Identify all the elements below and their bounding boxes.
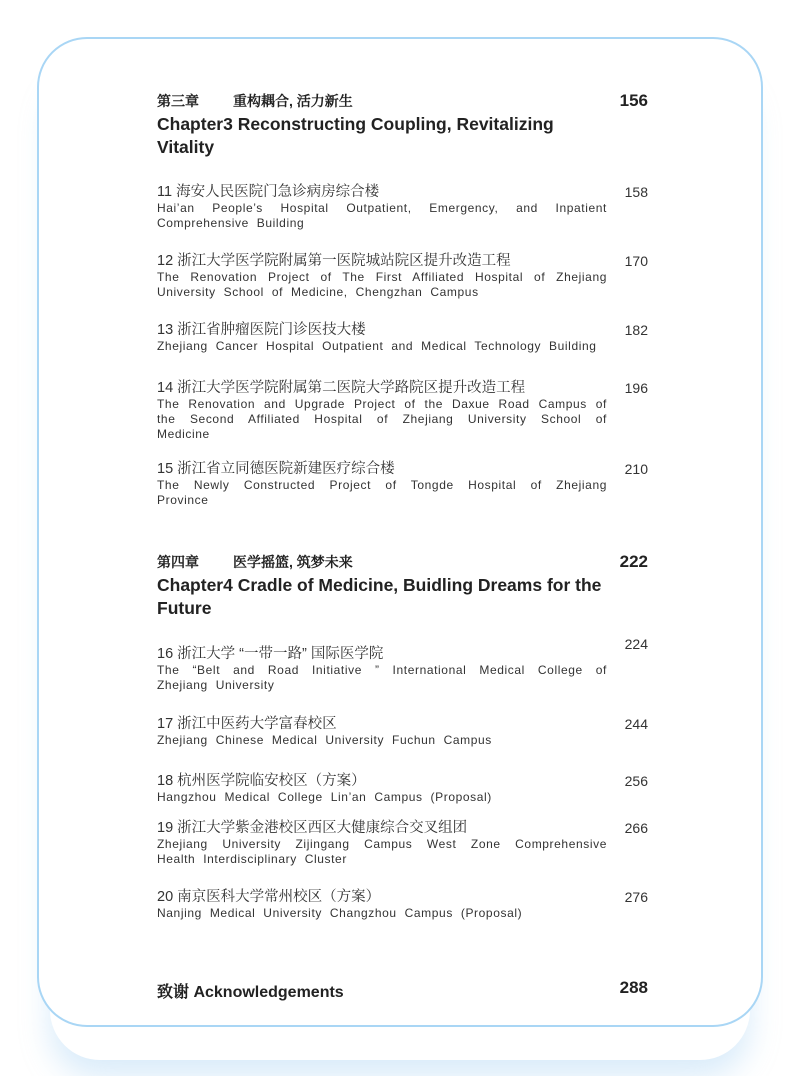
chapter-label: 第四章 xyxy=(157,554,199,570)
entry-cn: 19 浙江大学紫金港校区西区大健康综合交叉组团 xyxy=(157,820,468,836)
toc-entry[interactable] xyxy=(157,380,648,442)
entry-page: 276 xyxy=(624,889,648,905)
toc-entry[interactable] xyxy=(157,889,648,921)
entry-page: 196 xyxy=(624,380,648,396)
toc-entry[interactable] xyxy=(157,322,648,354)
entry-page: 158 xyxy=(624,184,648,200)
entry-en: Zhejiang University Zijingang Campus West Zone Comprehensive Health Interdisciplinary Cluster xyxy=(157,837,607,866)
entry-page: 256 xyxy=(624,773,648,789)
entry-cn: 20 南京医科大学常州校区（方案） xyxy=(157,889,381,905)
entry-en: The “Belt and Road Initiative ” International Medical College of Zhejiang University xyxy=(157,663,607,692)
entry-page: 210 xyxy=(624,461,648,477)
toc-entry[interactable] xyxy=(157,773,648,805)
entry-page: 266 xyxy=(624,820,648,836)
acknowledgements-title: 致谢 Acknowledgements xyxy=(157,984,344,1001)
entry-cn: 18 杭州医学院临安校区（方案） xyxy=(157,773,366,789)
entry-cn: 14 浙江大学医学院附属第二医院大学路院区提升改造工程 xyxy=(157,380,526,396)
entry-page: 224 xyxy=(624,636,648,652)
chapter-cn-title: 重构耦合, 活力新生 xyxy=(233,93,353,109)
entry-en: Nanjing Medical University Changzhou Campus (Proposal) xyxy=(157,906,523,920)
toc-entry[interactable] xyxy=(157,716,648,748)
entry-en: The Renovation and Upgrade Project of the Daxue Road Campus of the Second Affiliated Hospital of Zhejiang University School of Medicine xyxy=(157,397,607,441)
toc-entry[interactable] xyxy=(157,253,648,300)
toc-entry[interactable] xyxy=(157,461,648,508)
entry-en: Zhejiang Cancer Hospital Outpatient and Medical Technology Building xyxy=(157,339,597,353)
chapter-page: 156 xyxy=(619,91,648,110)
entry-page: 182 xyxy=(624,322,648,338)
acknowledgements-page: 288 xyxy=(619,978,648,997)
entry-cn: 17 浙江中医药大学富春校区 xyxy=(157,716,337,732)
entry-cn: 12 浙江大学医学院附属第一医院城站院区提升改造工程 xyxy=(157,253,511,269)
chapter-3-heading[interactable] xyxy=(157,92,648,159)
entry-en: The Renovation Project of The First Affiliated Hospital of Zhejiang University School of Medicine, Chengzhan Campus xyxy=(157,270,607,299)
entry-page: 170 xyxy=(624,253,648,269)
entry-cn: 13 浙江省肿瘤医院门诊医技大楼 xyxy=(157,322,366,338)
entry-cn: 16 浙江大学 “一带一路” 国际医学院 xyxy=(157,646,384,662)
entry-en: Hangzhou Medical College Lin’an Campus (Proposal) xyxy=(157,790,492,804)
toc-entry[interactable] xyxy=(157,184,648,231)
chapter-en-title: Chapter4 Cradle of Medicine, Buidling Dreams for the Future xyxy=(157,575,602,618)
chapter-page: 222 xyxy=(619,552,648,571)
chapter-cn-title: 医学摇篮, 筑梦未来 xyxy=(233,554,353,570)
entry-en: Zhejiang Chinese Medical University Fuchun Campus xyxy=(157,733,492,747)
chapter-label: 第三章 xyxy=(157,93,199,109)
entry-en: The Newly Constructed Project of Tongde Hospital of Zhejiang Province xyxy=(157,478,607,507)
entry-cn: 15 浙江省立同德医院新建医疗综合楼 xyxy=(157,461,395,477)
entry-page: 244 xyxy=(624,716,648,732)
toc-entry[interactable] xyxy=(157,820,648,867)
chapter-en-title: Chapter3 Reconstructing Coupling, Revitalizing Vitality xyxy=(157,114,554,157)
toc-entry[interactable] xyxy=(157,636,648,693)
entry-cn: 11 海安人民医院门急诊病房综合楼 xyxy=(157,184,380,200)
chapter-4-heading[interactable] xyxy=(157,553,648,620)
entry-en: Hai’an People’s Hospital Outpatient, Emergency, and Inpatient Comprehensive Building xyxy=(157,201,607,230)
acknowledgements-entry[interactable] xyxy=(157,979,648,1002)
